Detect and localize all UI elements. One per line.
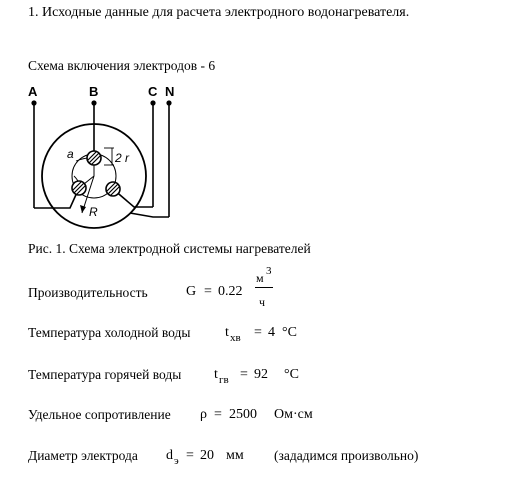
hot-temp-label: Температура горячей воды [28,367,182,382]
productivity-unit-num: м [256,271,264,285]
scheme-label: Схема включения электродов - 6 [28,58,216,73]
document-title: 1. Исходные данные для расчета электродного водонагревателя. [28,5,410,20]
resistivity-symbol: ρ [200,407,207,422]
diameter-note: (зададимся произвольно) [274,448,419,463]
figure-caption: Рис. 1. Схема электродной системы нагревателей [28,241,311,256]
terminal-a-label: A [28,84,38,99]
cold-temp-unit: °C [282,325,297,340]
hot-temp-unit: °C [284,367,299,382]
fraction-bar [255,287,273,288]
wire-n [130,213,169,217]
diameter-2r-label: 2 r [115,151,130,165]
productivity-label: Производительность [28,285,148,300]
diameter-symbol: d [166,448,173,463]
hot-temp-value: 92 [254,367,268,382]
cold-temp-symbol: t [225,325,229,340]
terminal-n-label: N [165,84,175,99]
electrodes [72,151,120,196]
radius-R-label: R [89,205,98,219]
productivity-eq: = [204,284,212,299]
cold-temp-label: Температура холодной воды [28,325,191,340]
cold-temp-sub: хв [230,332,241,344]
productivity-value: 0.22 [218,284,243,299]
resistivity-value: 2500 [229,407,257,422]
productivity-unit-den: ч [259,295,266,309]
productivity-unit-exp: 3 [266,265,272,277]
hot-temp-eq: = [240,367,248,382]
diameter-eq: = [186,448,194,463]
cold-temp-value: 4 [268,325,275,340]
hot-temp-sub: гв [219,374,229,386]
resistivity-unit: Ом·см [274,407,313,422]
diameter-unit: мм [226,448,244,463]
terminal-c-label: C [148,84,158,99]
diameter-value: 20 [200,448,214,463]
hot-temp-symbol: t [214,367,218,382]
cold-temp-eq: = [254,325,262,340]
productivity-symbol: G [186,284,197,299]
terminal-b-label: B [89,84,99,99]
diameter-sub: э [174,455,179,467]
diameter-label: Диаметр электрода [28,448,138,463]
resistivity-eq: = [214,407,222,422]
distance-a-label: a [67,147,74,161]
resistivity-label: Удельное сопротивление [28,407,171,422]
